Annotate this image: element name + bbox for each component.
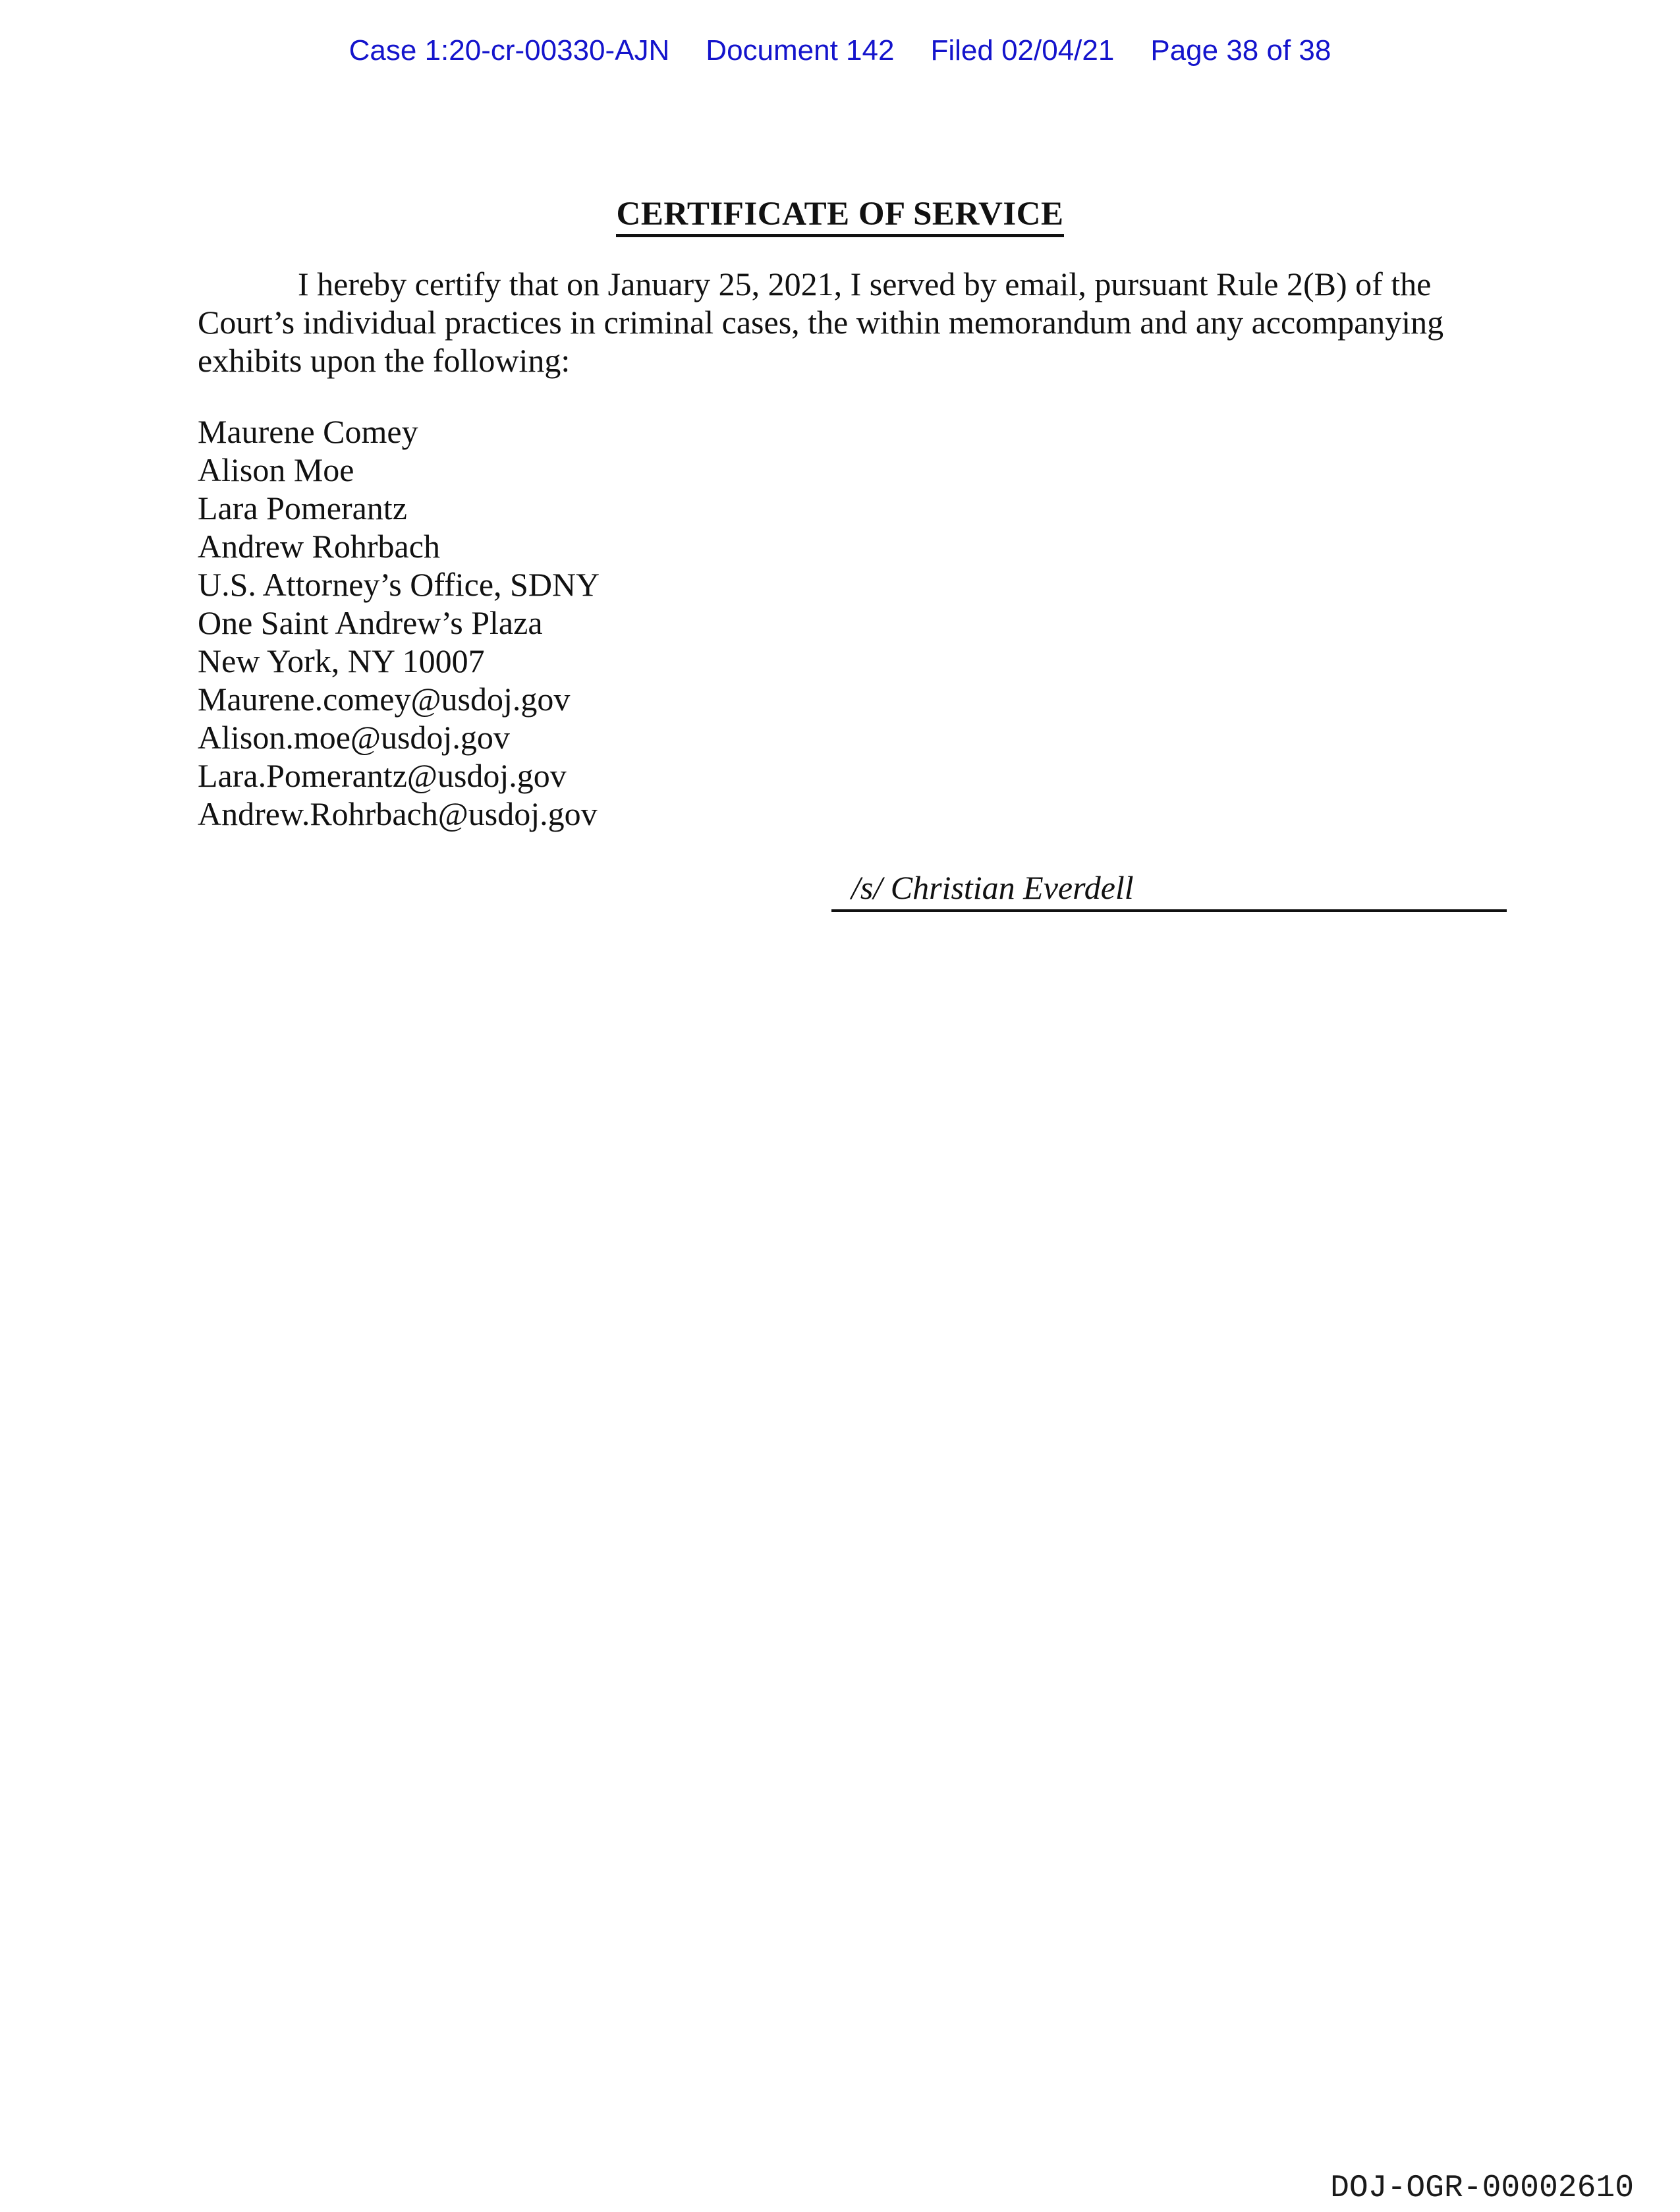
recipient-line: Maurene.comey@usdoj.gov [198, 681, 571, 718]
document-number: Document 142 [706, 34, 895, 67]
recipient-address-block [198, 412, 1482, 833]
signature-line [831, 868, 1507, 912]
signature-text: /s/ Christian Everdell [851, 869, 1134, 906]
certification-paragraph: I hereby certify that on January 25, 2021, I served by email, pursuant Rule 2(B) of the Court’s individual practices in criminal cases, the within memorandum and any accompanying exhibits upon the following: [198, 266, 1444, 379]
recipient-line: Lara.Pomerantz@usdoj.gov [198, 757, 567, 794]
case-number: Case 1:20-cr-00330-AJN [349, 34, 670, 67]
recipient-line: U.S. Attorney’s Office, SDNY [198, 566, 600, 603]
recipient-line: Maurene Comey [198, 413, 418, 450]
recipient-line: One Saint Andrew’s Plaza [198, 604, 543, 641]
recipient-line: Alison Moe [198, 451, 354, 488]
filed-date: Filed 02/04/21 [930, 34, 1115, 67]
bates-number: DOJ-OGR-00002610 [1330, 2170, 1634, 2206]
recipient-line: Andrew.Rohrbach@usdoj.gov [198, 795, 598, 832]
title-row [0, 198, 1680, 237]
page-title: CERTIFICATE OF SERVICE [616, 198, 1063, 237]
recipient-line: Andrew Rohrbach [198, 528, 440, 565]
recipient-line: New York, NY 10007 [198, 642, 485, 679]
recipient-line: Lara Pomerantz [198, 490, 407, 526]
ecf-stamp-header [0, 34, 1680, 67]
page-count: Page 38 of 38 [1150, 34, 1331, 67]
recipient-line: Alison.moe@usdoj.gov [198, 719, 510, 756]
